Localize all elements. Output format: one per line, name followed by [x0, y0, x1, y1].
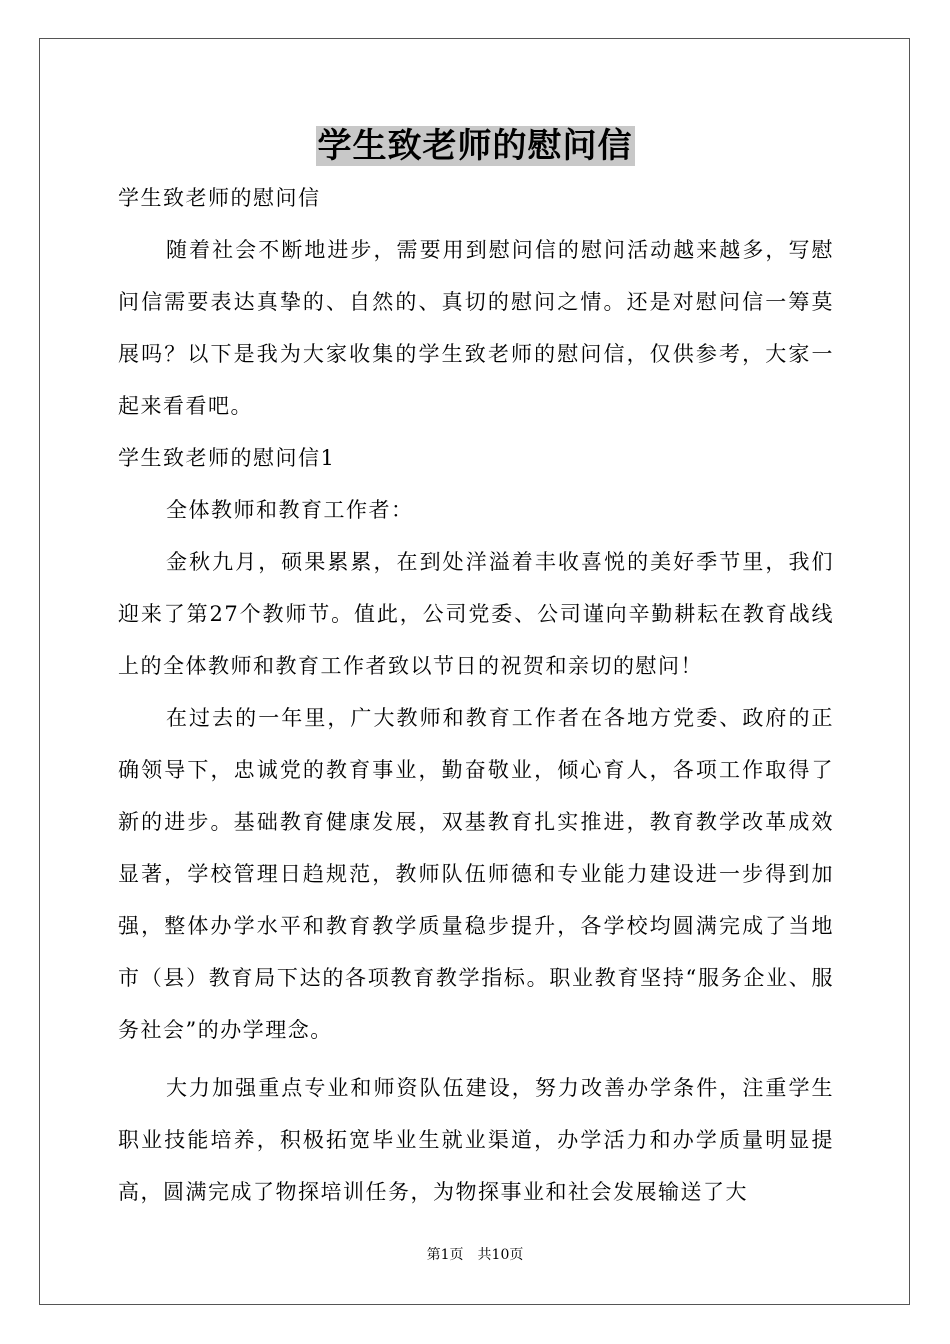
intro-paragraph: 随着社会不断地进步，需要用到慰问信的慰问活动越来越多，写慰问信需要表达真挚的、自然的、真切的慰问之情。还是对慰问信一筹莫展吗？以下是我为大家收集的学生致老师的慰问信，仅供参考，大家一起来看看吧。 [118, 238, 834, 418]
page-number-label: 第1页 共10页 [426, 1247, 524, 1263]
subtitle-line: 学生致老师的慰问信 [118, 186, 321, 210]
body-paragraph: 在过去的一年里，广大教师和教育工作者在各地方党委、政府的正确领导下，忠诚党的教育事业，勤奋敬业，倾心育人，各项工作取得了新的进步。基础教育健康发展，双基教育扎实推进，教育教学改革成效显著，学校管理日趋规范，教师队伍师德和专业能力建设进一步得到加强，整体办学水平和教育教学质量稳步提升，各学校均圆满完成了当地市（县）教育局下达的各项教育教学指标。职业教育坚持“服务企业、服务社会”的办学理念。 [118, 706, 834, 1042]
document-title-text: 学生致老师的慰问信 [317, 126, 633, 166]
salutation: 全体教师和教育工作者： [166, 498, 414, 522]
document-title [0, 122, 950, 170]
body-paragraph: 金秋九月，硕果累累，在到处洋溢着丰收喜悦的美好季节里，我们迎来了第27个教师节。值此，公司党委、公司谨向辛勤耕耘在教育战线上的全体教师和教育工作者致以节日的祝贺和亲切的慰问！ [118, 550, 834, 678]
section-heading: 学生致老师的慰问信1 [118, 446, 336, 470]
document-body [118, 172, 834, 1218]
page-footer [0, 1245, 950, 1265]
body-paragraph: 大力加强重点专业和师资队伍建设，努力改善办学条件，注重学生职业技能培养，积极拓宽毕业生就业渠道，办学活力和办学质量明显提高，圆满完成了物探培训任务，为物探事业和社会发展输送了大 [118, 1076, 834, 1204]
